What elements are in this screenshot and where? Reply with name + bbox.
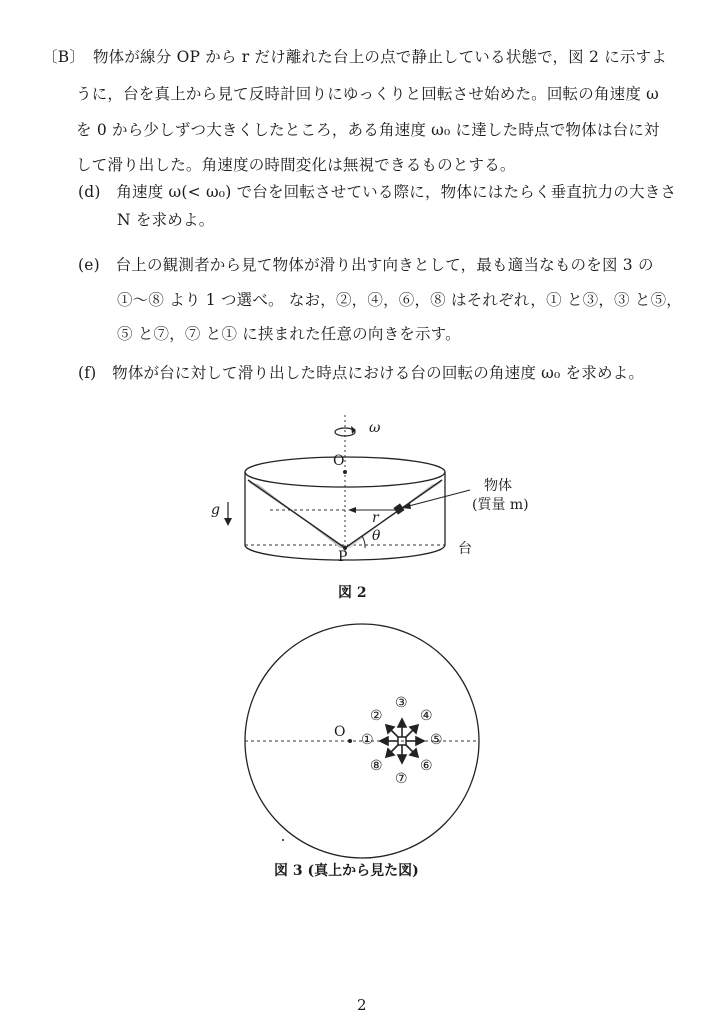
figure-2-caption: 図 2 xyxy=(338,585,367,601)
page-number: 2 xyxy=(357,996,367,1014)
fig3-O-label: O xyxy=(334,724,346,740)
fig2-object-label: 物体 xyxy=(484,478,512,494)
question-f-line-1: (f) 物体が台に対して滑り出した時点における台の回転の角速度 ω₀ を求めよ。 xyxy=(78,364,645,382)
fig3-dir-1: ① xyxy=(361,732,374,748)
fig2-mass-label: (質量 m) xyxy=(472,497,529,513)
fig3-dir-3: ③ xyxy=(395,695,408,711)
fig2-theta-label: θ xyxy=(372,528,381,544)
fig2-O-label: O xyxy=(333,453,345,469)
fig2-r-label: r xyxy=(372,510,379,526)
fig3-dir-7: ⑦ xyxy=(395,771,408,787)
problem-line-4: して滑り出した。角速度の時間変化は無視できるものとする。 xyxy=(76,156,516,174)
question-e-line-2: ①〜⑧ より 1 つ選べ。 なお，②，④，⑥，⑧ はそれぞれ，① と③，③ と⑤， xyxy=(117,291,682,309)
fig3-dir-8: ⑧ xyxy=(370,758,383,774)
question-d-line-1: (d) 角速度 ω(< ω₀) で台を回転させている際に，物体にはたらく垂直抗力の大きさ xyxy=(78,183,677,201)
fig3-dir-4: ④ xyxy=(420,708,433,724)
problem-line-1: 〔B〕 物体が線分 OP から r だけ離れた台上の点で静止している状態で，図 2 に示すよ xyxy=(42,48,668,66)
figure-3-caption: 図 3 (真上から見た図) xyxy=(274,863,419,879)
fig2-P-label: P xyxy=(338,549,348,565)
question-e-line-1: (e) 台上の観測者から見て物体が滑り出す向きとして，最も適当なものを図 3 の xyxy=(78,256,654,274)
fig2-table-label: 台 xyxy=(458,541,472,557)
fig3-dir-2: ② xyxy=(370,708,383,724)
fig2-omega-label: ω xyxy=(369,420,381,436)
fig3-dir-6: ⑥ xyxy=(420,758,433,774)
problem-line-2: うに，台を真上から見て反時計回りにゆっくりと回転させ始めた。回転の角速度 ω xyxy=(76,85,660,103)
problem-line-3: を 0 から少しずつ大きくしたところ，ある角速度 ω₀ に達した時点で物体は台に対 xyxy=(76,121,660,139)
question-d-line-2: N を求めよ。 xyxy=(117,211,215,229)
fig2-g-label: g xyxy=(211,502,220,518)
question-e-line-3: ⑤ と⑦，⑦ と① に挟まれた任意の向きを示す。 xyxy=(117,325,461,343)
fig3-dir-5: ⑤ xyxy=(430,732,443,748)
